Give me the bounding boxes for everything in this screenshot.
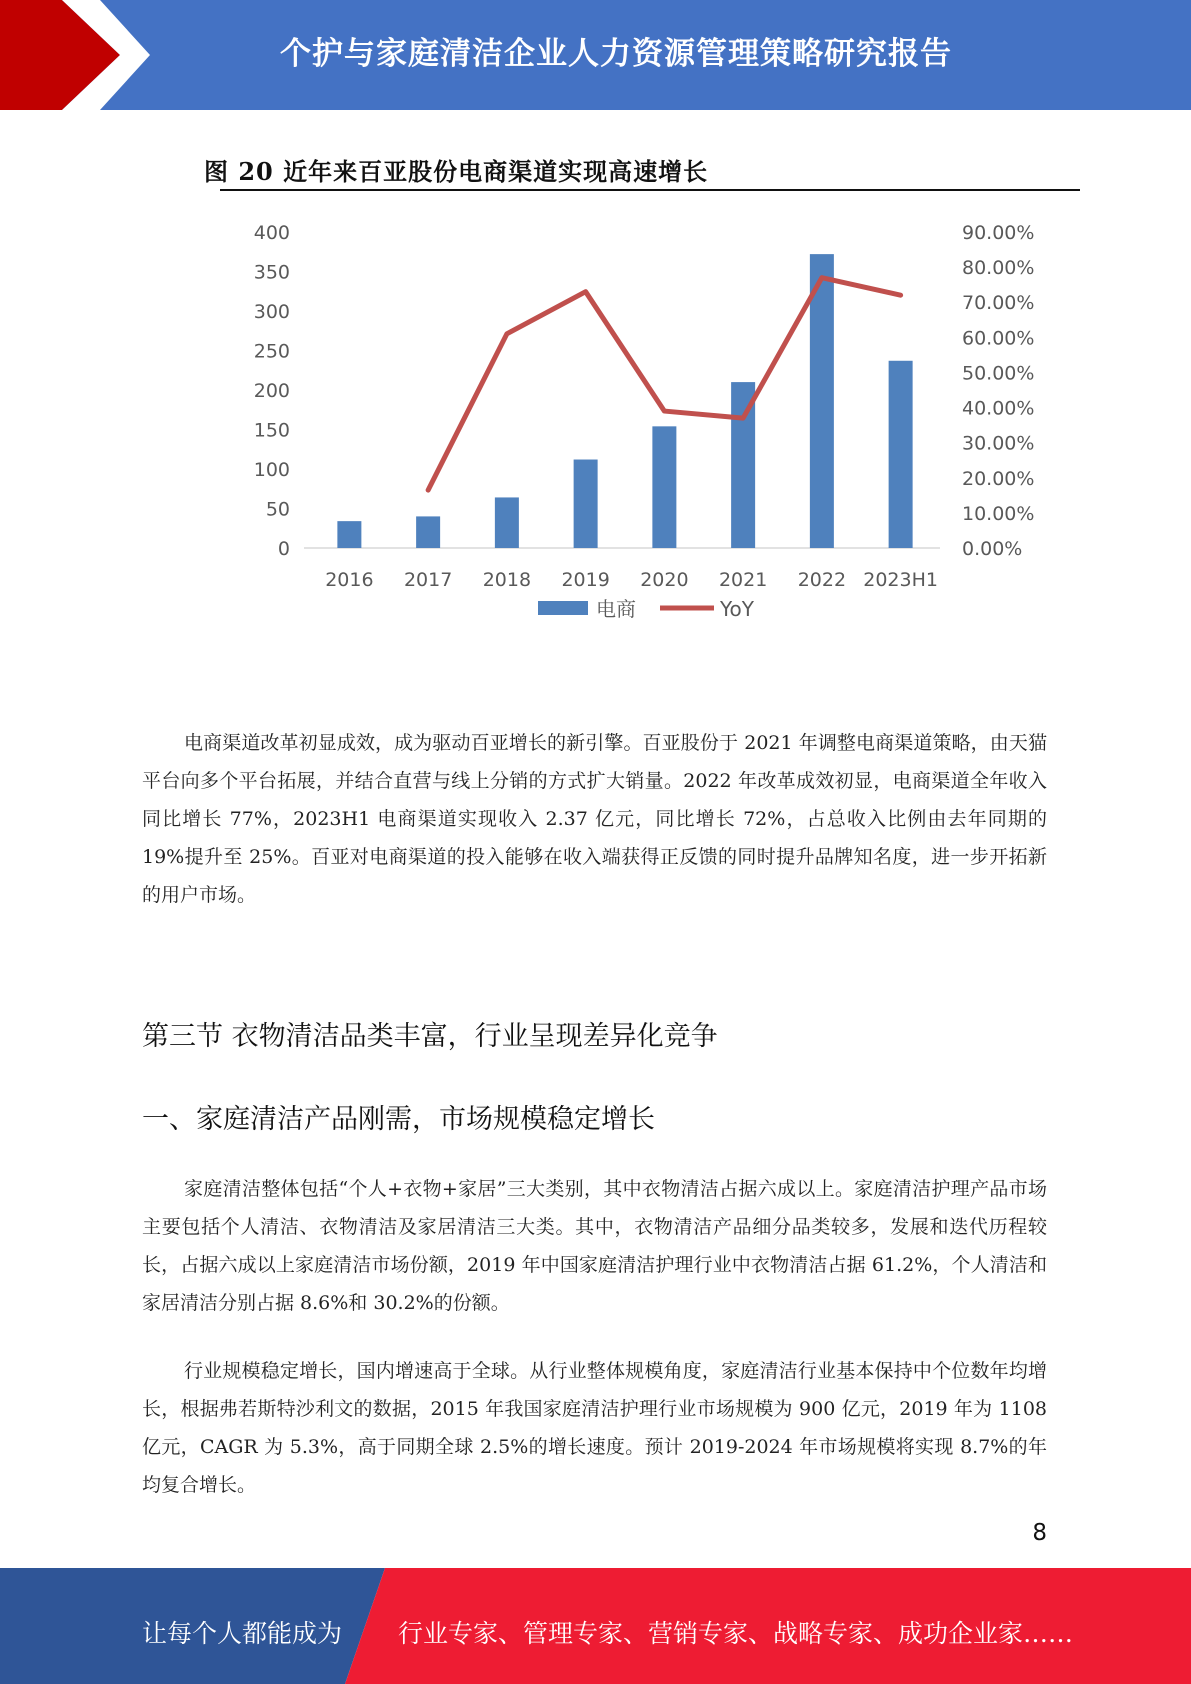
legend-swatch-ecommerce	[538, 601, 588, 615]
y-left-tick-label: 300	[253, 301, 290, 323]
y-left-tick-label: 0	[277, 538, 290, 560]
x-tick-label: 2016	[325, 569, 374, 591]
figure-caption: 图 20 近年来百亚股份电商渠道实现高速增长	[204, 157, 709, 186]
y-right-tick-label: 70.00%	[962, 292, 1035, 315]
footer-slogan-right: 行业专家、管理专家、营销专家、战略专家、成功企业家……	[398, 1619, 1074, 1648]
page-number: 8	[1032, 1520, 1047, 1546]
y-right-tick-label: 20.00%	[962, 467, 1035, 490]
section-heading-3: 第三节 衣物清洁品类丰富，行业呈现差异化竞争	[142, 1021, 718, 1052]
y-right-tick-label: 40.00%	[962, 397, 1035, 420]
x-tick-label: 2017	[403, 569, 453, 591]
y-right-tick-label: 30.00%	[962, 432, 1035, 455]
ecommerce-chart	[220, 205, 1035, 645]
x-tick-label: 2019	[561, 569, 610, 591]
bar-ecommerce	[495, 497, 519, 548]
x-tick-label: 2022	[797, 569, 847, 591]
x-tick-label: 2023H1	[863, 569, 938, 591]
bar-ecommerce	[416, 516, 440, 548]
figure-rule	[220, 189, 1080, 191]
y-right-tick-label: 60.00%	[962, 327, 1035, 350]
y-left-tick-label: 350	[253, 261, 290, 284]
paragraph-household-cleaning: 家庭清洁整体包括“个人+衣物+家居”三大类别，其中衣物清洁占据六成以上。家庭清洁护理产品市场主要包括个人清洁、衣物清洁及家居清洁三大类。其中，衣物清洁产品细分品类较多，发展和迭代历程较长，占据六成以上家庭清洁市场份额，2019 年中国家庭清洁护理行业中衣物清洁占据 61.2%，个人清洁和家居清洁分别占据 8.6%和 30.2%的份额。	[142, 1178, 1047, 1314]
y-left-tick-label: 50	[265, 498, 290, 521]
y-right-tick-label: 90.00%	[962, 222, 1035, 244]
y-left-tick-label: 100	[253, 459, 290, 481]
footer-slogan-left: 让每个人都能成为	[142, 1619, 343, 1648]
y-right-tick-label: 10.00%	[962, 502, 1035, 525]
bar-ecommerce	[652, 426, 676, 548]
paragraph-industry-scale: 行业规模稳定增长，国内增速高于全球。从行业整体规模角度，家庭清洁行业基本保持中个位数年均增长，根据弗若斯特沙利文的数据，2015 年我国家庭清洁护理行业市场规模为 900 亿元，2019 年为 1108 亿元，CAGR 为 5.3%，高于同期全球 2.5%的增长速度。预计 2019-2024 年市场规模将实现 8.7%的年均复合增长。	[142, 1360, 1047, 1496]
x-tick-label: 2021	[718, 569, 768, 591]
y-right-tick-label: 0.00%	[962, 538, 1023, 560]
bar-ecommerce	[574, 460, 598, 548]
y-left-tick-label: 250	[253, 340, 290, 363]
legend-label-yoy: YoY	[720, 597, 755, 621]
y-left-tick-label: 400	[253, 222, 290, 244]
legend-label-ecommerce: 电商	[596, 597, 636, 621]
x-tick-label: 2018	[482, 569, 532, 591]
bar-ecommerce	[337, 521, 361, 548]
y-right-tick-label: 50.00%	[962, 362, 1035, 385]
x-tick-label: 2020	[640, 569, 689, 591]
y-left-tick-label: 150	[253, 419, 290, 442]
y-left-tick-label: 200	[253, 380, 290, 402]
subsection-heading-1: 一、家庭清洁产品刚需，市场规模稳定增长	[142, 1104, 655, 1135]
paragraph-ecommerce: 电商渠道改革初显成效，成为驱动百亚增长的新引擎。百亚股份于 2021 年调整电商渠道策略，由天猫平台向多个平台拓展，并结合直营与线上分销的方式扩大销量。2022 年改革成效初显，电商渠道全年收入同比增长 77%，2023H1 电商渠道实现收入 2.37 亿元，同比增长 72%，占总收入比例由去年同期的 19%提升至 25%。百亚对电商渠道的投入能够在收入端获得正反馈的同时提升品牌知名度，进一步开拓新的用户市场。	[142, 732, 1047, 906]
y-right-tick-label: 80.00%	[962, 257, 1035, 280]
bar-ecommerce	[889, 361, 913, 548]
page-header	[0, 0, 1191, 110]
header-red-arrow	[0, 0, 150, 110]
report-title: 个护与家庭清洁企业人力资源管理策略研究报告	[280, 36, 952, 72]
bar-ecommerce	[810, 254, 834, 548]
